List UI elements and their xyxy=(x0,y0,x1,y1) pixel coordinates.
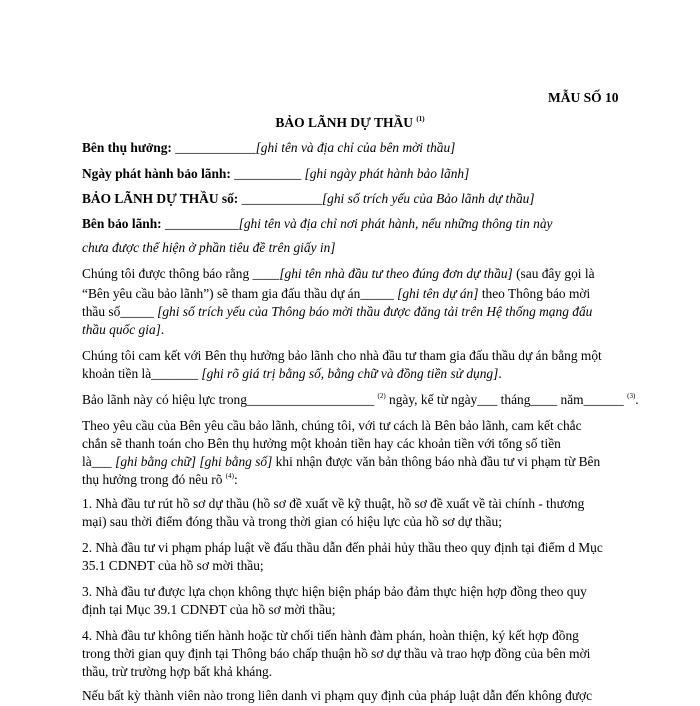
title-footnote: (1) xyxy=(416,115,425,123)
item1-line2: mại) sau thời điểm đóng thầu và trong thời gian có hiệu lực của hồ sơ dự thầu; xyxy=(82,514,502,529)
para4-line2: chắn sẽ thanh toán cho Bên thụ hưởng một khoản tiền hay các khoản tiền với tổng số tiền xyxy=(82,436,561,451)
para2-line1: Chúng tôi cam kết với Bên thụ hưởng bảo lãnh cho nhà đầu tư tham gia đấu thầu dự án bằng một xyxy=(82,348,602,363)
para4-l4-end: : xyxy=(233,472,238,487)
guarantee-number-label: BẢO LÃNH DỰ THẦU số: xyxy=(82,191,239,206)
issue-date-label: Ngày phát hành bảo lãnh: xyxy=(82,166,231,181)
para2-line2 xyxy=(82,364,502,384)
para3-end: . xyxy=(635,392,639,407)
guarantee-number-blank: ____________ xyxy=(241,191,322,206)
issue-date-line xyxy=(82,164,469,184)
para1-l4-hint: thầu quốc gia] xyxy=(82,322,161,337)
item3-line1: 3. Nhà đầu tư được lựa chọn không thực hiện biện pháp bảo đảm thực hiện hợp đồng theo quy xyxy=(82,584,587,599)
para4-line3 xyxy=(82,452,600,472)
beneficiary-hint: [ghi tên và địa chỉ của bên mời thầu] xyxy=(255,140,456,155)
para1-line3 xyxy=(82,302,592,322)
guarantor-hint-1: [ghi tên và địa chỉ nơi phát hành, nếu những thông tin này xyxy=(238,216,553,231)
para4-l3-b: khi nhận được văn bản thông báo nhà đầu tư vi phạm từ Bên xyxy=(272,454,601,469)
guarantee-number-hint: [ghi số trích yếu của Bảo lãnh dự thầu] xyxy=(321,191,535,206)
beneficiary-line xyxy=(82,138,455,158)
para1-line1 xyxy=(82,264,595,284)
para3-line xyxy=(82,390,639,410)
para2-l2-end: . xyxy=(498,366,502,381)
last-line: Nếu bất kỳ thành viên nào trong liên danh vi phạm quy định của pháp luật dẫn đến không được xyxy=(82,688,593,703)
item4-line1: 4. Nhà đầu tư không tiến hành hoặc từ chối tiến hành đàm phán, hoàn thiện, ký kết hợp đồng xyxy=(82,628,579,643)
beneficiary-blank: ____________ xyxy=(175,140,256,155)
guarantor-blank: ___________ xyxy=(164,216,239,231)
guarantor-hint-2: chưa được thể hiện ở phần tiêu đề trên giấy in] xyxy=(82,240,336,255)
beneficiary-label: Bên thụ hưởng: xyxy=(82,140,172,155)
para1-l1-hint: [ghi tên nhà đầu tư theo đúng đơn dự thầu] xyxy=(279,266,513,281)
para2-l2-a: khoản tiền là_______ xyxy=(82,366,202,381)
footnote-4: (4) xyxy=(225,472,234,480)
item1-line1: 1. Nhà đầu tư rút hồ sơ dự thầu (hồ sơ đề xuất về kỹ thuật, hồ sơ đề xuất về tài chính - thương xyxy=(82,496,585,511)
para4-l3-a: là___ xyxy=(82,454,116,469)
form-number: MẪU SỐ 10 xyxy=(548,90,619,105)
document-title xyxy=(0,113,700,133)
issue-date-blank: __________ xyxy=(234,166,302,181)
para1-l3-hint: [ghi số trích yếu của Thông báo mời thầu được đăng tải trên Hệ thống mạng đấu xyxy=(157,304,593,319)
issue-date-hint: [ghi ngày phát hành bảo lãnh] xyxy=(304,166,470,181)
footnote-2: (2) xyxy=(377,392,386,400)
para1-l1-b: (sau đây gọi là xyxy=(512,266,595,281)
item3-line2: định tại Mục 39.1 CDNĐT của hồ sơ mời thầu; xyxy=(82,602,336,617)
para1-line4 xyxy=(82,320,164,340)
para1-l2-b: theo Thông báo mời xyxy=(478,286,591,301)
footnote-3: (3) xyxy=(627,392,636,400)
para4-l3-hint: [ghi bằng chữ] [ghi bằng số] xyxy=(115,454,273,469)
title-text: BẢO LÃNH DỰ THẦU xyxy=(275,115,414,130)
para1-l3-a: thầu số_____ xyxy=(82,304,158,319)
para1-l1-a: Chúng tôi được thông báo rằng ____ xyxy=(82,266,280,281)
para3-a: Bảo lãnh này có hiệu lực trong___________________ xyxy=(82,392,375,407)
para4-l4-a: thụ hưởng trong đó nêu rõ xyxy=(82,472,226,487)
para1-line2 xyxy=(82,284,590,304)
guarantor-line xyxy=(82,214,553,234)
para4-line4 xyxy=(82,470,238,490)
para2-l2-hint: [ghi rõ giá trị bằng số, bằng chữ và đồng tiền sử dụng] xyxy=(201,366,499,381)
para3-b: ngày, kể từ ngày___ tháng____ năm______ xyxy=(385,392,624,407)
item4-line3: thầu, trừ trường hợp bất khả kháng. xyxy=(82,664,273,679)
para4-line1: Theo yêu cầu của Bên yêu cầu bảo lãnh, chúng tôi, với tư cách là Bên bảo lãnh, cam kết chắc xyxy=(82,418,582,433)
item2-line2: 35.1 CDNĐT của hồ sơ mời thầu; xyxy=(82,558,264,573)
para1-l4-end: . xyxy=(160,322,165,337)
item2-line1: 2. Nhà đầu tư vi phạm pháp luật về đấu thầu dẫn đến phải hủy thầu theo quy định tại điểm d Mục xyxy=(82,540,603,555)
guarantee-number-line xyxy=(82,189,535,209)
guarantor-label: Bên bảo lãnh: xyxy=(82,216,162,231)
para1-l2-hint: [ghi tên dự án] xyxy=(397,286,479,301)
para1-l2-a: “Bên yêu cầu bảo lãnh”) sẽ tham gia đấu thầu dự án_____ xyxy=(82,286,398,301)
item4-line2: trong thời gian quy định tại Thông báo chấp thuận hồ sơ dự thầu và trao hợp đồng của bên mời xyxy=(82,646,591,661)
